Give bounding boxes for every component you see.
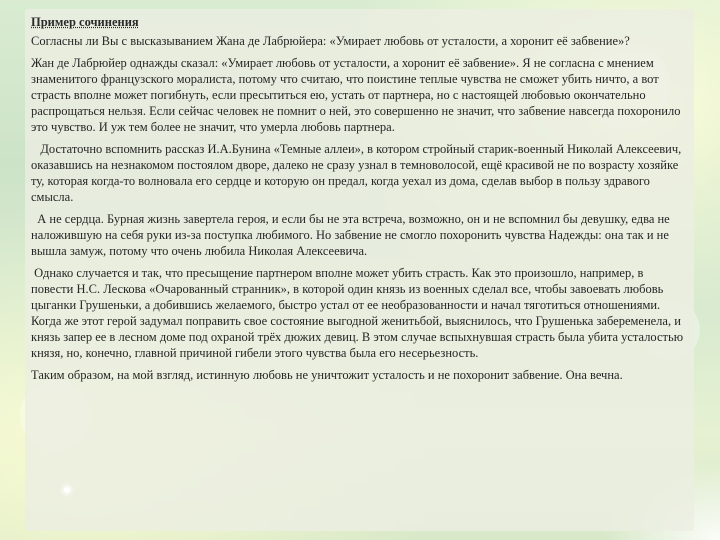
essay-paragraph: А не сердца. Бурная жизнь завертела героя, и если бы не эта встреча, возможно, он и не вспомнил бы девушку, едва не наложившую на себя руки из-за поступка любимого. Но забвение не смогло похоронить чувства Надежды: она так и не вышла замуж, потому что очень любила Николая Алексеевича.	[31, 212, 673, 258]
essay-heading: Пример сочинения	[31, 15, 139, 29]
essay-paragraph: Жан де Лабрюйер однажды сказал: «Умирает любовь от усталости, а хоронит её забвение». Я не согласна с мнением знаменитого французского моралиста, потому что считаю, что поистине теплые чувства не сможет убить ничто, а вот страсть вполне может погибнуть, если пресытиться ею, устать от партнера, но с настоящей любовью окончательно распрощаться нельзя. Если сейчас человек не помнит о ней, это совершенно не значит, что забвение навсегда похоронило это чувство. И уж тем более не значит, что умерла любовь партнера.	[31, 56, 681, 134]
essay-panel	[25, 9, 694, 531]
essay-paragraph: Однако случается и так, что пресыщение партнером вполне может убить страсть. Как это произошло, например, в повести Н.С. Лескова «Очарованный странник», в которой один князь из военных сделал все, чтобы завоевать любовь цыганки Грушеньки, а добившись желаемого, быстро устал от ее необразованности и начал тяготиться отношениями. Когда же этот герой задумал поправить свое состояние выгодной женитьбой, выяснилось, что Грушенька забеременела, и князь запер ее в лесном доме под охраной трёх дюжих девиц. В этом случае вспыхнувшая страсть была убита усталостью князя, но, конечно, главной причиной гибели этого чувства была его несерьезность.	[31, 266, 687, 360]
essay-paragraph: Таким образом, на мой взгляд, истинную любовь не уничтожит усталость и не похоронит забвение. Она вечна.	[31, 368, 623, 382]
sparkle-icon	[64, 487, 70, 493]
essay-paragraph: Согласны ли Вы с высказыванием Жана де Лабрюйера: «Умирает любовь от усталости, а хоронит её забвение»?	[31, 34, 630, 48]
essay-paragraph: Достаточно вспомнить рассказ И.А.Бунина «Темные аллеи», в котором стройный старик-военный Николай Алексеевич, оказавшись на незнакомом постоялом дворе, далеко не сразу узнал в темноволосой, ещё красивой не по возрасту хозяйке ту, которая когда-то волновала его сердце и которую он предал, когда уехал из дома, сделав выбор в пользу здравого смысла.	[31, 142, 685, 204]
